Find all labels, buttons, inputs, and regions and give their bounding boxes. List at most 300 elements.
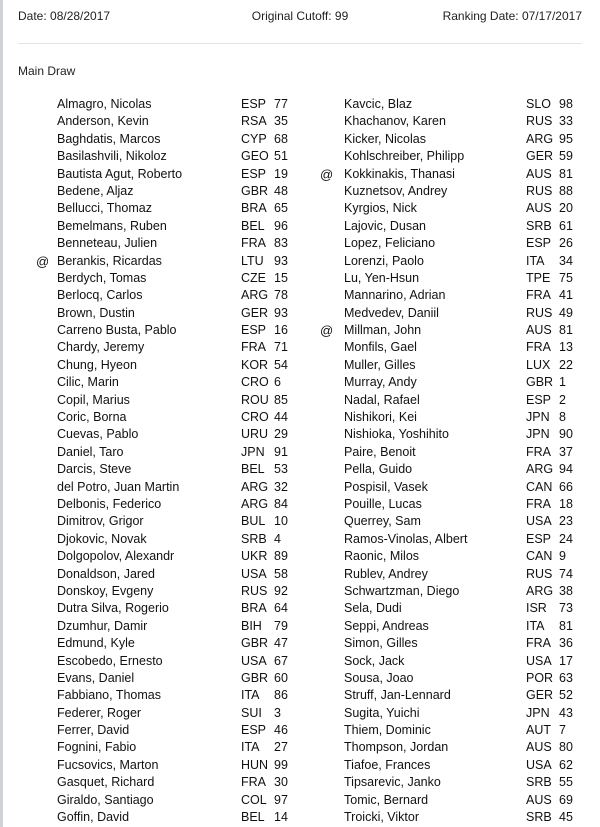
player-rank: 26 (559, 236, 573, 251)
player-name: Berdych, Tomas (57, 270, 147, 285)
player-rank: 7 (559, 723, 566, 738)
player-name: Darcis, Steve (57, 462, 132, 477)
country-code: JPN (241, 444, 265, 459)
country-code: ITA (526, 618, 545, 633)
player-rank: 20 (559, 201, 573, 216)
player-rank: 33 (559, 114, 573, 129)
player-row (300, 218, 600, 235)
player-row (0, 235, 300, 252)
player-name: Troicki, Viktor (344, 810, 420, 825)
player-row (0, 687, 300, 704)
country-code: ARG (526, 583, 554, 598)
player-row (0, 618, 300, 635)
country-code: GER (526, 149, 554, 164)
player-row (300, 739, 600, 756)
player-name: Thompson, Jordan (344, 740, 449, 755)
player-name: Kavcic, Blaz (344, 97, 413, 111)
original-cutoff: Original Cutoff: 99 (251, 9, 349, 23)
country-code: GEO (241, 149, 269, 164)
player-name: Murray, Andy (344, 375, 417, 390)
player-row (0, 566, 300, 583)
player-row (0, 583, 300, 600)
country-code: USA (526, 514, 552, 529)
player-name: Struff, Jan-Lennard (344, 688, 451, 703)
player-name: Khachanov, Karen (344, 114, 446, 129)
player-row (0, 374, 300, 391)
player-row (0, 461, 300, 478)
ranking-date: Ranking Date: 07/17/2017 (442, 9, 582, 23)
player-rank: 13 (559, 340, 573, 355)
country-code: FRA (526, 288, 551, 303)
country-code: ARG (241, 479, 269, 494)
player-row (300, 479, 600, 496)
player-name: Kyrgios, Nick (344, 201, 417, 216)
player-name: Tiafoe, Frances (344, 757, 431, 772)
country-code: POR (526, 670, 554, 685)
country-code: LUX (526, 357, 551, 372)
player-row (0, 513, 300, 530)
report-date: Date: 08/28/2017 (18, 9, 111, 23)
player-name: Edmund, Kyle (57, 636, 135, 651)
player-row (300, 705, 600, 722)
country-code: ESP (241, 723, 267, 738)
player-row (0, 653, 300, 670)
player-rank: 37 (559, 444, 573, 459)
country-code: ESP (526, 531, 552, 546)
player-name: Tipsarevic, Janko (344, 775, 441, 790)
player-name: Dolgopolov, Alexandr (57, 549, 175, 564)
player-rank: 64 (274, 601, 288, 616)
player-rank: 86 (274, 688, 288, 703)
player-row (300, 653, 600, 670)
player-name: Tomic, Bernard (344, 792, 429, 807)
player-row (300, 722, 600, 739)
country-code: BRA (241, 201, 267, 216)
country-code: COL (241, 792, 267, 807)
country-code: ESP (526, 236, 552, 251)
country-code: CZE (241, 270, 266, 285)
player-row (300, 426, 600, 443)
country-code: URU (241, 427, 269, 442)
country-code: ARG (526, 462, 554, 477)
country-code: GER (241, 305, 269, 320)
player-name: Federer, Roger (57, 705, 142, 720)
country-code: JPN (526, 427, 550, 442)
player-name: Bautista Agut, Roberto (57, 166, 183, 181)
country-code: SRB (526, 218, 552, 233)
country-code: USA (241, 566, 267, 581)
country-code: AUS (526, 201, 552, 216)
player-rank: 19 (274, 166, 288, 181)
player-rank: 49 (559, 305, 573, 320)
player-rank: 91 (274, 444, 288, 459)
country-code: AUS (526, 792, 552, 807)
player-rank: 66 (559, 479, 573, 494)
country-code: AUS (526, 166, 552, 181)
player-name: Basilashvili, Nikoloz (57, 149, 167, 164)
player-rank: 97 (274, 792, 288, 807)
player-name: Dimitrov, Grigor (57, 514, 144, 529)
player-row (300, 618, 600, 635)
player-rank: 60 (274, 670, 288, 685)
player-rank: 15 (274, 270, 288, 285)
section-title: Main Draw (18, 64, 76, 78)
country-code: BUL (241, 514, 266, 529)
player-row (0, 148, 300, 165)
player-name: Delbonis, Federico (57, 496, 162, 511)
player-rank: 85 (274, 392, 288, 407)
player-rank: 96 (274, 218, 288, 233)
player-row (0, 548, 300, 565)
player-row (300, 131, 600, 148)
player-name: Rublev, Andrey (344, 566, 428, 581)
player-row (300, 444, 600, 461)
player-name: Querrey, Sam (344, 514, 421, 529)
player-name: Ferrer, David (57, 723, 130, 738)
player-row (300, 566, 600, 583)
player-row (300, 339, 600, 356)
player-rank: 51 (274, 149, 288, 164)
player-rank: 92 (274, 583, 288, 598)
country-code: SLO (526, 97, 552, 111)
player-rank: 59 (559, 149, 573, 164)
player-rank: 32 (274, 479, 288, 494)
player-rank: 63 (559, 670, 573, 685)
country-code: BEL (241, 218, 265, 233)
country-code: ESP (241, 166, 267, 181)
player-name: Nishioka, Yoshihito (344, 427, 449, 442)
country-code: SRB (526, 775, 552, 790)
player-row (0, 635, 300, 652)
player-name: Ramos-Vinolas, Albert (344, 531, 468, 546)
player-rank: 94 (559, 462, 573, 477)
country-code: CAN (526, 549, 553, 564)
country-code: RSA (241, 114, 267, 129)
player-name: Giraldo, Santiago (57, 792, 154, 807)
country-code: ISR (526, 601, 547, 616)
country-code: BRA (241, 601, 267, 616)
player-name: Evans, Daniel (57, 670, 135, 685)
player-name: Anderson, Kevin (57, 114, 149, 129)
country-code: SRB (241, 531, 267, 546)
player-row (0, 183, 300, 200)
player-name: Dzumhur, Damir (57, 618, 148, 633)
player-row (300, 496, 600, 513)
player-name: Gasquet, Richard (57, 775, 155, 790)
player-rank: 45 (559, 810, 573, 825)
player-row (300, 166, 600, 183)
player-rank: 46 (274, 723, 288, 738)
player-rank: 84 (274, 496, 288, 511)
player-name: Daniel, Taro (57, 444, 124, 459)
player-rank: 67 (274, 653, 288, 668)
player-list-right (300, 96, 600, 826)
player-row (0, 392, 300, 409)
player-rank: 75 (559, 270, 573, 285)
player-list-left (0, 96, 300, 826)
player-rank: 35 (274, 114, 288, 129)
player-row (0, 809, 300, 826)
country-code: GBR (241, 636, 269, 651)
player-rank: 1 (559, 375, 566, 390)
country-code: GBR (526, 375, 554, 390)
country-code: TPE (526, 270, 551, 285)
player-name: Mannarino, Adrian (344, 288, 446, 303)
country-code: BEL (241, 810, 265, 825)
player-row (0, 739, 300, 756)
player-name: Schwartzman, Diego (344, 583, 460, 598)
player-row (300, 600, 600, 617)
player-rank: 83 (274, 236, 288, 251)
player-row (300, 461, 600, 478)
player-row (300, 200, 600, 217)
country-code: USA (526, 757, 552, 772)
player-name: Pouille, Lucas (344, 496, 422, 511)
player-name: Bedene, Aljaz (57, 183, 134, 198)
player-name: Benneteau, Julien (57, 236, 158, 251)
country-code: FRA (241, 340, 266, 355)
player-rank: 77 (274, 97, 288, 111)
player-name: Bemelmans, Ruben (57, 218, 167, 233)
player-rank: 16 (274, 323, 288, 338)
country-code: RUS (526, 566, 553, 581)
country-code: CRO (241, 410, 269, 425)
player-name: Thiem, Dominic (344, 723, 431, 738)
player-rank: 18 (559, 496, 573, 511)
country-code: FRA (241, 236, 266, 251)
player-rank: 61 (559, 218, 573, 233)
player-row (300, 235, 600, 252)
player-rank: 54 (274, 357, 288, 372)
player-row (300, 409, 600, 426)
player-rank: 55 (559, 775, 573, 790)
player-rank: 22 (559, 357, 573, 372)
player-rank: 2 (559, 392, 566, 407)
player-rank: 48 (274, 183, 288, 198)
player-name: Cuevas, Pablo (57, 427, 139, 442)
player-rank: 95 (559, 131, 573, 146)
country-code: CYP (241, 131, 267, 146)
player-name: Bellucci, Thomaz (57, 201, 152, 216)
country-code: SRB (526, 810, 552, 825)
player-rank: 73 (559, 601, 573, 616)
player-row (0, 426, 300, 443)
player-row (0, 357, 300, 374)
player-name: Fognini, Fabio (57, 740, 137, 755)
player-row (300, 253, 600, 270)
player-name: del Potro, Juan Martin (57, 479, 180, 494)
player-row (300, 635, 600, 652)
country-code: JPN (526, 410, 550, 425)
player-rank: 93 (274, 253, 288, 268)
player-row (0, 757, 300, 774)
player-rank: 24 (559, 531, 573, 546)
player-name: Monfils, Gael (344, 340, 417, 355)
player-name: Goffin, David (57, 810, 130, 825)
country-code: FRA (241, 775, 266, 790)
player-rank: 29 (274, 427, 288, 442)
player-row (300, 513, 600, 530)
country-code: RUS (526, 114, 553, 129)
country-code: SUI (241, 705, 262, 720)
player-name: Baghdatis, Marcos (57, 131, 161, 146)
country-code: HUN (241, 757, 269, 772)
player-name: Medvedev, Daniil (344, 305, 439, 320)
player-name: Donaldson, Jared (57, 566, 155, 581)
player-name: Coric, Borna (57, 410, 127, 425)
player-name: Pella, Guido (344, 462, 413, 477)
player-name: Lorenzi, Paolo (344, 253, 424, 268)
player-rank: 88 (559, 183, 573, 198)
player-row (0, 305, 300, 322)
player-name: Sock, Jack (344, 653, 405, 668)
player-name: Donskoy, Evgeny (57, 583, 154, 598)
entry-marker: @ (320, 323, 334, 339)
player-name: Djokovic, Novak (57, 531, 147, 546)
player-row (0, 96, 300, 113)
player-name: Lajovic, Dusan (344, 218, 426, 233)
player-row (0, 531, 300, 548)
country-code: ITA (241, 740, 260, 755)
player-name: Nadal, Rafael (344, 392, 420, 407)
player-rank: 14 (274, 810, 288, 825)
player-rank: 74 (559, 566, 573, 581)
player-rank: 93 (274, 305, 288, 320)
country-code: RUS (526, 305, 553, 320)
player-rank: 41 (559, 288, 573, 303)
player-name: Lopez, Feliciano (344, 236, 436, 251)
player-rank: 53 (274, 462, 288, 477)
country-code: ARG (526, 131, 554, 146)
player-row (0, 479, 300, 496)
player-row (300, 809, 600, 826)
player-rank: 65 (274, 201, 288, 216)
player-row (300, 374, 600, 391)
player-row (300, 96, 600, 113)
player-rank: 34 (559, 253, 573, 268)
player-name: Paire, Benoit (344, 444, 416, 459)
player-row (0, 200, 300, 217)
player-row (0, 600, 300, 617)
country-code: ITA (526, 253, 545, 268)
player-name: Nishikori, Kei (344, 410, 417, 425)
player-name: Carreno Busta, Pablo (57, 323, 177, 338)
country-code: GBR (241, 183, 269, 198)
player-row (300, 270, 600, 287)
country-code: FRA (526, 340, 551, 355)
country-code: USA (241, 653, 267, 668)
player-rank: 81 (559, 618, 573, 633)
country-code: AUS (526, 740, 552, 755)
player-rank: 4 (274, 531, 281, 546)
country-code: ESP (241, 97, 267, 111)
country-code: KOR (241, 357, 269, 372)
player-row (300, 287, 600, 304)
country-code: JPN (526, 705, 550, 720)
player-row (300, 670, 600, 687)
player-rank: 36 (559, 636, 573, 651)
player-rank: 98 (559, 97, 573, 111)
player-rank: 52 (559, 688, 573, 703)
player-row (0, 705, 300, 722)
entry-marker: @ (320, 166, 334, 182)
player-row (0, 496, 300, 513)
player-name: Brown, Dustin (57, 305, 135, 320)
player-row (300, 305, 600, 322)
country-code: ESP (526, 392, 552, 407)
player-name: Millman, John (344, 323, 422, 338)
player-row (0, 131, 300, 148)
player-name: Kuznetsov, Andrey (344, 183, 448, 198)
player-row (0, 409, 300, 426)
entry-marker: @ (36, 253, 50, 269)
player-row (300, 792, 600, 809)
country-code: GER (526, 688, 554, 703)
country-code: CAN (526, 479, 553, 494)
player-name: Kicker, Nicolas (344, 131, 426, 146)
player-row (300, 113, 600, 130)
country-code: AUS (526, 323, 552, 338)
player-row (0, 218, 300, 235)
player-rank: 68 (274, 131, 288, 146)
player-rank: 80 (559, 740, 573, 755)
player-name: Cilic, Marin (57, 375, 119, 390)
player-row (0, 670, 300, 687)
player-row (300, 687, 600, 704)
country-code: AUT (526, 723, 551, 738)
player-name: Copil, Marius (57, 392, 130, 407)
player-row (0, 113, 300, 130)
player-name: Berankis, Ricardas (57, 253, 162, 268)
player-rank: 81 (559, 166, 573, 181)
country-code: ESP (241, 323, 267, 338)
player-rank: 89 (274, 549, 288, 564)
player-rank: 10 (274, 514, 288, 529)
player-row (0, 270, 300, 287)
player-name: Fucsovics, Marton (57, 757, 159, 772)
country-code: ARG (241, 496, 269, 511)
player-row (300, 148, 600, 165)
player-name: Sela, Dudi (344, 601, 402, 616)
player-name: Simon, Gilles (344, 636, 418, 651)
player-row (300, 531, 600, 548)
player-rank: 6 (274, 375, 281, 390)
player-rank: 58 (274, 566, 288, 581)
player-row (300, 183, 600, 200)
player-rank: 62 (559, 757, 573, 772)
player-rank: 99 (274, 757, 288, 772)
player-row (300, 583, 600, 600)
country-code: ARG (241, 288, 269, 303)
player-row (0, 339, 300, 356)
country-code: CRO (241, 375, 269, 390)
player-row (300, 322, 600, 339)
player-rank: 8 (559, 410, 566, 425)
report-header (18, 9, 582, 27)
player-row (300, 357, 600, 374)
player-rank: 38 (559, 583, 573, 598)
country-code: ITA (241, 688, 260, 703)
player-name: Chardy, Jeremy (57, 340, 145, 355)
player-rank: 69 (559, 792, 573, 807)
country-code: FRA (526, 496, 551, 511)
player-name: Seppi, Andreas (344, 618, 429, 633)
player-row (0, 322, 300, 339)
player-row (0, 253, 300, 270)
player-row (0, 792, 300, 809)
player-name: Fabbiano, Thomas (57, 688, 161, 703)
header-divider (18, 43, 582, 44)
